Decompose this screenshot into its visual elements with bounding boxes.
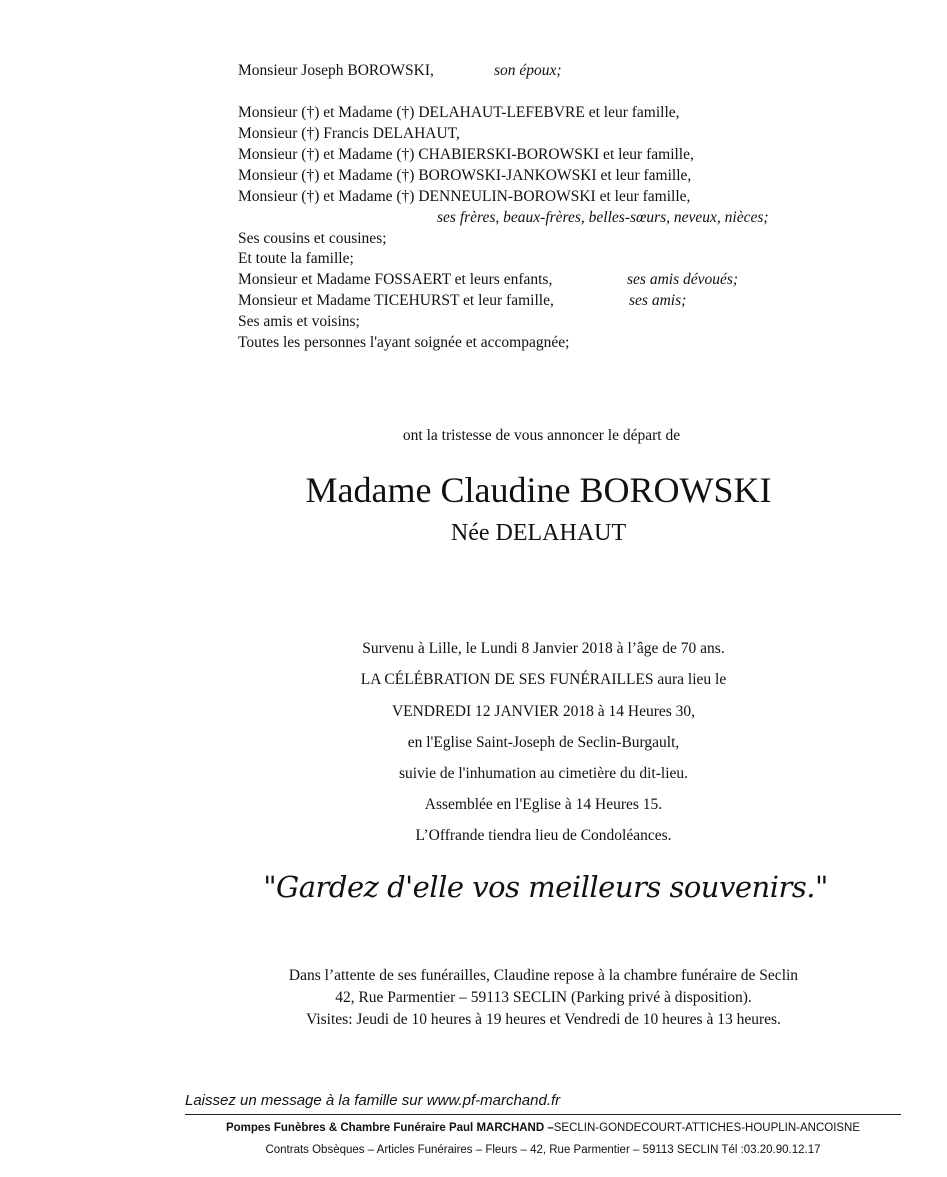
announcement-intro: ont la tristesse de vous annoncer le départ de bbox=[402, 427, 681, 444]
sibling-line: Monsieur (†) et Madame (†) DENNEULIN-BOROWSKI et leur famille, bbox=[238, 188, 691, 205]
siblings-relation: ses frères, beaux-frères, belles-sœurs, neveux, nièces; bbox=[437, 209, 769, 226]
detail-line: suivie de l'inhumation au cimetière du dit-lieu. bbox=[398, 765, 689, 782]
detail-line: VENDREDI 12 JANVIER 2018 à 14 Heures 30, bbox=[391, 703, 696, 720]
footer-divider bbox=[185, 1114, 901, 1115]
detail-line: en l'Eglise Saint-Joseph de Seclin-Burgault, bbox=[407, 734, 680, 751]
friend-name: Monsieur et Madame TICEHURST et leur famille, bbox=[238, 292, 554, 309]
footer-company-locations: SECLIN-GONDECOURT-ATTICHES-HOUPLIN-ANCOISNE bbox=[553, 1122, 861, 1134]
spouse-line bbox=[238, 61, 434, 81]
carers-line: Toutes les personnes l'ayant soignée et accompagnée; bbox=[238, 334, 570, 351]
memorial-quote: "Gardez d'elle vos meilleurs souvenirs." bbox=[263, 870, 828, 904]
detail-line: Assemblée en l'Eglise à 14 Heures 15. bbox=[424, 796, 663, 813]
all-family-line: Et toute la famille; bbox=[238, 250, 354, 267]
viewing-line: 42, Rue Parmentier – 59113 SECLIN (Parking privé à disposition). bbox=[335, 989, 752, 1006]
maiden-name: Née DELAHAUT bbox=[450, 520, 627, 546]
friend-relation: ses amis; bbox=[629, 292, 687, 309]
footer-services: Contrats Obsèques – Articles Funéraires – Fleurs – 42, Rue Parmentier – 59113 SECLIN Tél :03.20.90.12.17 bbox=[265, 1144, 821, 1156]
sibling-line: Monsieur (†) et Madame (†) BOROWSKI-JANKOWSKI et leur famille, bbox=[238, 167, 692, 184]
detail-line: LA CÉLÉBRATION DE SES FUNÉRAILLES aura lieu le bbox=[360, 671, 727, 688]
sibling-line: Monsieur (†) Francis DELAHAUT, bbox=[238, 125, 460, 142]
spouse-relation: son époux; bbox=[494, 62, 562, 79]
neighbors-line: Ses amis et voisins; bbox=[238, 313, 360, 330]
footer-company bbox=[185, 1122, 901, 1134]
friend-relation: ses amis dévoués; bbox=[627, 271, 739, 288]
detail-line: Survenu à Lille, le Lundi 8 Janvier 2018 à l’âge de 70 ans. bbox=[362, 640, 725, 657]
viewing-line: Dans l’attente de ses funérailles, Claudine repose à la chambre funéraire de Seclin bbox=[288, 967, 799, 984]
detail-line: L’Offrande tiendra lieu de Condoléances. bbox=[415, 827, 672, 844]
sibling-line: Monsieur (†) et Madame (†) CHABIERSKI-BOROWSKI et leur famille, bbox=[238, 146, 694, 163]
spouse-name: Monsieur Joseph BOROWSKI, bbox=[238, 62, 434, 79]
friend-name: Monsieur et Madame FOSSAERT et leurs enfants, bbox=[238, 271, 553, 288]
viewing-line: Visites: Jeudi de 10 heures à 19 heures et Vendredi de 10 heures à 13 heures. bbox=[306, 1011, 781, 1028]
footer-message: Laissez un message à la famille sur www.pf-marchand.fr bbox=[185, 1092, 561, 1109]
sibling-line: Monsieur (†) et Madame (†) DELAHAUT-LEFEBVRE et leur famille, bbox=[238, 104, 680, 121]
cousins-line: Ses cousins et cousines; bbox=[238, 230, 387, 247]
footer-company-name: Pompes Funèbres & Chambre Funéraire Paul MARCHAND – bbox=[225, 1122, 554, 1134]
deceased-name: Madame Claudine BOROWSKI bbox=[305, 470, 772, 510]
